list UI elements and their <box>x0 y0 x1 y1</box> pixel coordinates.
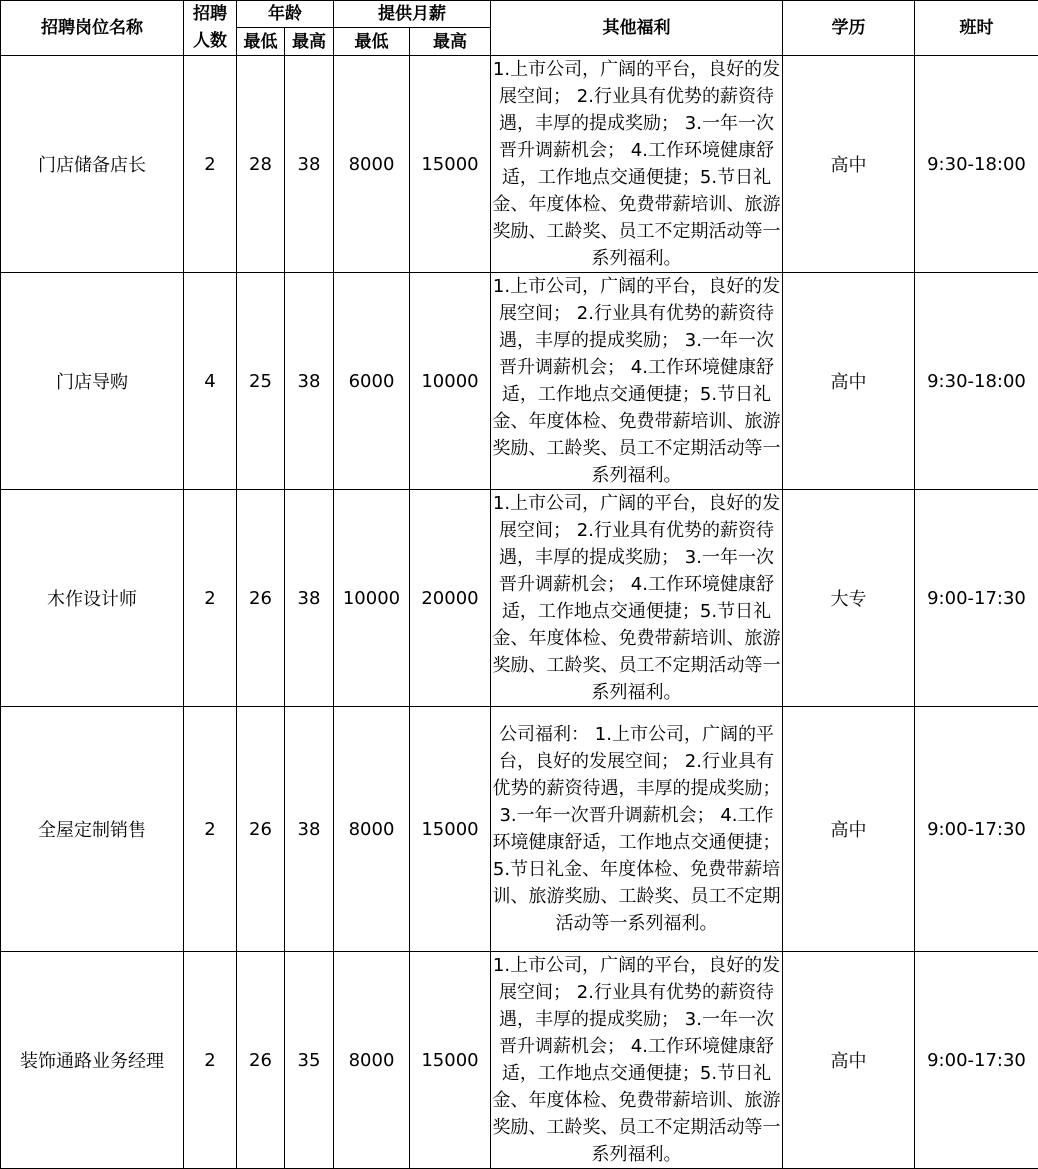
header-education: 学历 <box>783 1 915 56</box>
cell-salary-min: 8000 <box>334 707 410 952</box>
cell-count: 2 <box>184 56 237 273</box>
table-row <box>1 273 1038 490</box>
cell-count: 2 <box>184 707 237 952</box>
cell-benefits: 1.上市公司，广阔的平台，良好的发展空间； 2.行业具有优势的薪资待遇，丰厚的提成奖励； 3.一年一次晋升调薪机会； 4.工作环境健康舒适，工作地点交通便捷；5.节日礼金、年度体检、免费带薪培训、旅游奖励、工龄奖、员工不定期活动等一系列福利。 <box>491 952 783 1169</box>
cell-shift: 9:30-18:00 <box>915 56 1038 273</box>
cell-salary-min: 8000 <box>334 56 410 273</box>
cell-benefits: 1.上市公司，广阔的平台，良好的发展空间； 2.行业具有优势的薪资待遇，丰厚的提成奖励； 3.一年一次晋升调薪机会； 4.工作环境健康舒适，工作地点交通便捷；5.节日礼金、年度体检、免费带薪培训、旅游奖励、工龄奖、员工不定期活动等一系列福利。 <box>491 490 783 707</box>
cell-salary-max: 15000 <box>410 952 491 1169</box>
cell-age-min: 25 <box>237 273 285 490</box>
cell-salary-max: 10000 <box>410 273 491 490</box>
table-row <box>1 490 1038 707</box>
cell-benefits: 公司福利： 1.上市公司，广阔的平台，良好的发展空间； 2.行业具有优势的薪资待遇，丰厚的提成奖励； 3.一年一次晋升调薪机会； 4.工作环境健康舒适，工作地点交通便捷； 5.节日礼金、年度体检、免费带薪培训、旅游奖励、工龄奖、员工不定期活动等一系列福利。 <box>491 707 783 952</box>
header-shift: 班时 <box>915 1 1038 56</box>
cell-salary-max: 15000 <box>410 56 491 273</box>
cell-salary-min: 6000 <box>334 273 410 490</box>
cell-age-min: 26 <box>237 952 285 1169</box>
header-position: 招聘岗位名称 <box>1 1 184 56</box>
cell-benefits: 1.上市公司，广阔的平台，良好的发展空间； 2.行业具有优势的薪资待遇，丰厚的提成奖励； 3.一年一次晋升调薪机会； 4.工作环境健康舒适，工作地点交通便捷；5.节日礼金、年度体检、免费带薪培训、旅游奖励、工龄奖、员工不定期活动等一系列福利。 <box>491 56 783 273</box>
cell-position: 装饰通路业务经理 <box>1 952 184 1169</box>
cell-salary-min: 10000 <box>334 490 410 707</box>
cell-position: 门店导购 <box>1 273 184 490</box>
table-row <box>1 707 1038 952</box>
header-age-max: 最高 <box>285 28 334 56</box>
header-salary-max: 最高 <box>410 28 491 56</box>
cell-shift: 9:00-17:30 <box>915 707 1038 952</box>
cell-position: 全屋定制销售 <box>1 707 184 952</box>
header-benefits: 其他福利 <box>491 1 783 56</box>
cell-education: 高中 <box>783 707 915 952</box>
cell-education: 大专 <box>783 490 915 707</box>
cell-age-max: 38 <box>285 273 334 490</box>
cell-salary-max: 20000 <box>410 490 491 707</box>
cell-count: 2 <box>184 952 237 1169</box>
header-salary: 提供月薪 <box>334 1 491 28</box>
cell-position: 门店储备店长 <box>1 56 184 273</box>
cell-shift: 9:30-18:00 <box>915 273 1038 490</box>
table-row <box>1 952 1038 1169</box>
cell-education: 高中 <box>783 56 915 273</box>
cell-count: 2 <box>184 490 237 707</box>
cell-salary-min: 8000 <box>334 952 410 1169</box>
cell-salary-max: 15000 <box>410 707 491 952</box>
cell-age-max: 38 <box>285 56 334 273</box>
table-row <box>1 56 1038 273</box>
cell-education: 高中 <box>783 273 915 490</box>
cell-count: 4 <box>184 273 237 490</box>
header-count: 招聘人数 <box>184 1 237 56</box>
cell-position: 木作设计师 <box>1 490 184 707</box>
header-age-min: 最低 <box>237 28 285 56</box>
cell-age-max: 38 <box>285 490 334 707</box>
cell-age-max: 38 <box>285 707 334 952</box>
cell-age-max: 35 <box>285 952 334 1169</box>
cell-age-min: 26 <box>237 490 285 707</box>
cell-education: 高中 <box>783 952 915 1169</box>
header-salary-min: 最低 <box>334 28 410 56</box>
cell-shift: 9:00-17:30 <box>915 952 1038 1169</box>
cell-shift: 9:00-17:30 <box>915 490 1038 707</box>
header-age: 年龄 <box>237 1 334 28</box>
cell-age-min: 26 <box>237 707 285 952</box>
cell-benefits: 1.上市公司，广阔的平台，良好的发展空间； 2.行业具有优势的薪资待遇，丰厚的提成奖励； 3.一年一次晋升调薪机会； 4.工作环境健康舒适，工作地点交通便捷；5.节日礼金、年度体检、免费带薪培训、旅游奖励、工龄奖、员工不定期活动等一系列福利。 <box>491 273 783 490</box>
cell-age-min: 28 <box>237 56 285 273</box>
